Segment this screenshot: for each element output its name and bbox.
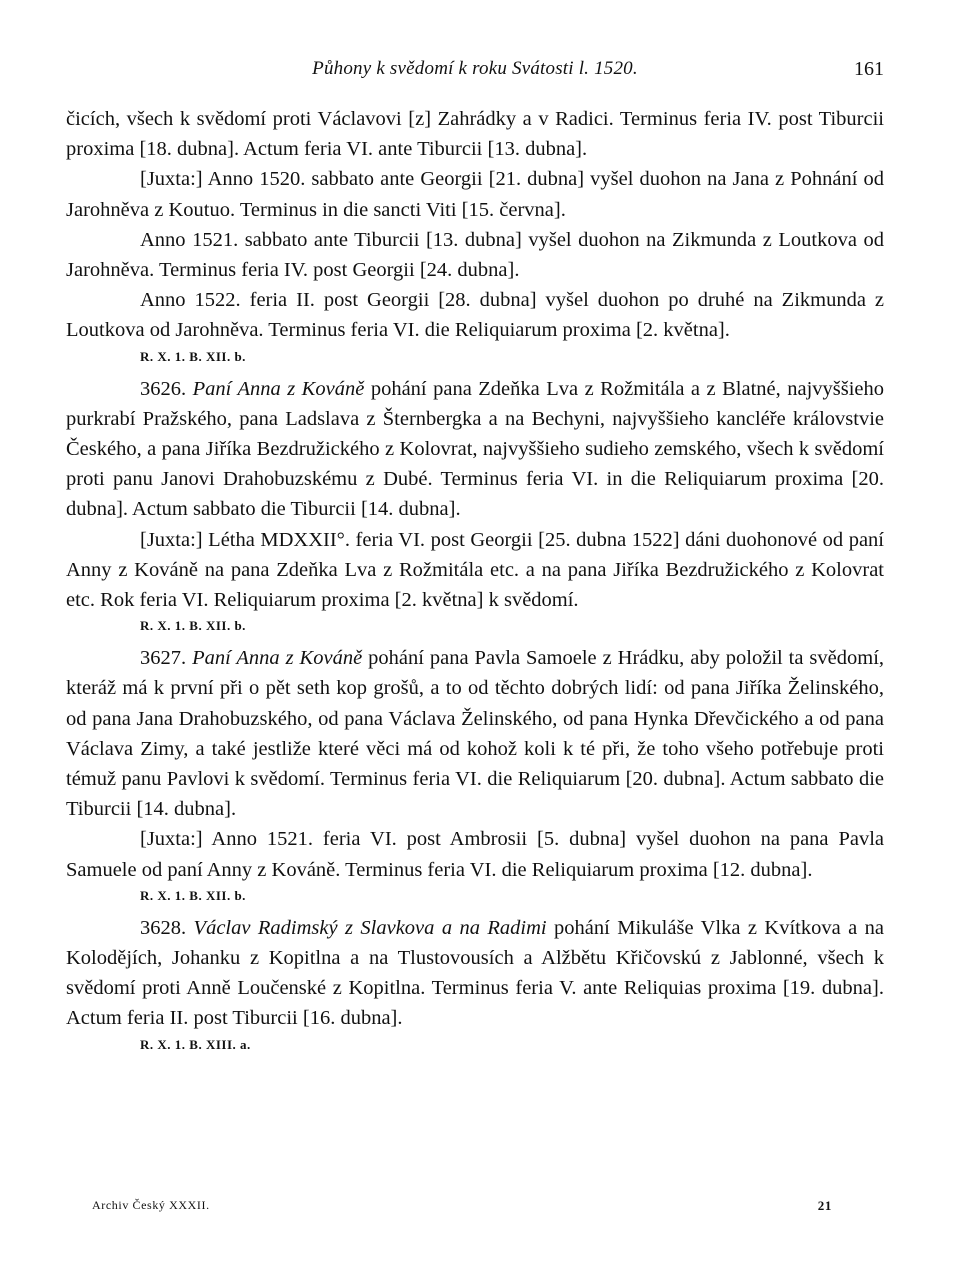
entry-plaintiff: Paní Anna z Kováně — [192, 377, 365, 400]
entry-number: 3627. — [140, 647, 187, 670]
entry-text: pohání pana Zdeňka Lva z Rožmitála a z Blatné, najvyššieho purkrabí Pražského, pana Ladslava z Šternbergka a na Bechyni, najvyššieho kancléře královstvie Českého, a pana Jiříka Bezdružického z Kolovrat, najvyššieho sudieho zemského, všech k svědomí proti panu Janovi Drahobuzskému z Dubé. Terminus feria VI. in die Reliquiarum proxima [20. dubna]. Actum sabbato die Tiburcii [14. dubna]. — [66, 377, 885, 521]
volume-title: Archiv Český XXXII. — [92, 1198, 210, 1212]
entry-3626 — [66, 374, 884, 525]
page-footer — [92, 1198, 832, 1218]
paragraph: Anno 1522. feria II. post Georgii [28. dubna] vyšel duohon po druhé na Zikmunda z Loutkova od Jarohněva. Terminus feria VI. die Reliquiarum proxima [2. května]. — [66, 289, 884, 342]
running-head — [66, 58, 884, 84]
sheet-signature: 21 — [817, 1198, 832, 1213]
entry-plaintiff: Václav Radimský z Slavkova a na Radimi — [193, 916, 547, 939]
running-title: Půhony k svědomí k roku Svátosti l. 1520. — [312, 58, 638, 79]
paragraph: Anno 1521. sabbato ante Tiburcii [13. dubna] vyšel duohon na Zikmunda z Loutkova od Jarohněva. Terminus feria IV. post Georgii [24. dubna]. — [66, 228, 884, 282]
entry-number: 3628. — [140, 916, 187, 939]
source-reference: R. X. 1. B. XII. b. — [140, 348, 246, 364]
entry-text: pohání Mikuláše Vlka z Kvítkova a na Kolodějích, Johanku z Kopitlna a na Tlustovousích a Alžbětu Křičovskú z Jablonné, všech k svědomí proti Anně Loučenské z Kopitlna. Terminus feria V. ante Reliquias proxima [19. dubna]. Actum feria II. post Tiburcii [16. dubna]. — [66, 916, 884, 1030]
entry-text: pohání pana Pavla Samoele z Hrádku, aby položil ta svědomí, kteráž má k první při o pět seth kop grošů, a to od těchto dobrých lidí: od pana Jiříka Želinského, od pana Jana Drahobuzského, od pana Václava Želinského, od pana Hynka Dřevčického a od pana Václava Zimy, a také jestliže které věci má od kohož koli k té při, že toho všeho potřebuje proti témuž panu Pavlovi k svědomí. Terminus feria VI. die Reliquiarum [20. dubna]. Actum sabbato die Tiburcii [14. dubna]. — [66, 647, 885, 821]
entry-3628 — [66, 913, 884, 1034]
source-reference: R. X. 1. B. XIII. a. — [140, 1036, 251, 1052]
page-number: 161 — [854, 58, 884, 80]
body-text — [66, 104, 884, 1056]
entry-number: 3626. — [140, 377, 187, 400]
juxta-note: [Juxta:] Anno 1521. feria VI. post Ambrosii [5. dubna] vyšel duohon na pana Pavla Samuele od paní Anny z Kováně. Terminus feria VI. die Reliquiarum proxima [12. dubna]. — [66, 828, 884, 881]
entry-3627 — [66, 643, 884, 824]
entry-plaintiff: Paní Anna z Kováně — [192, 647, 363, 670]
paragraph: [Juxta:] Anno 1520. sabbato ante Georgii [21. dubna] vyšel duohon na Jana z Pohnání od Jarohněva z Koutuo. Terminus in die sancti Viti [15. června]. — [66, 168, 884, 221]
juxta-note: [Juxta:] Létha MDXXII°. feria VI. post Georgii [25. dubna 1522] dáni duohonové od paní Anny z Kováně na pana Zdeňka Lva z Rožmitála etc. a na pana Jiříka Bezdružického z Kolovrat etc. Rok feria VI. Reliquiarum proxima [2. května] k svědomí. — [66, 528, 884, 612]
source-reference: R. X. 1. B. XII. b. — [140, 887, 246, 903]
paragraph: čicích, všech k svědomí proti Václavovi [z] Zahrádky a v Radici. Terminus feria IV. post Tiburcii proxima [18. dubna]. Actum feria VI. ante Tiburcii [13. dubna]. — [66, 108, 884, 161]
source-reference: R. X. 1. B. XII. b. — [140, 618, 246, 634]
